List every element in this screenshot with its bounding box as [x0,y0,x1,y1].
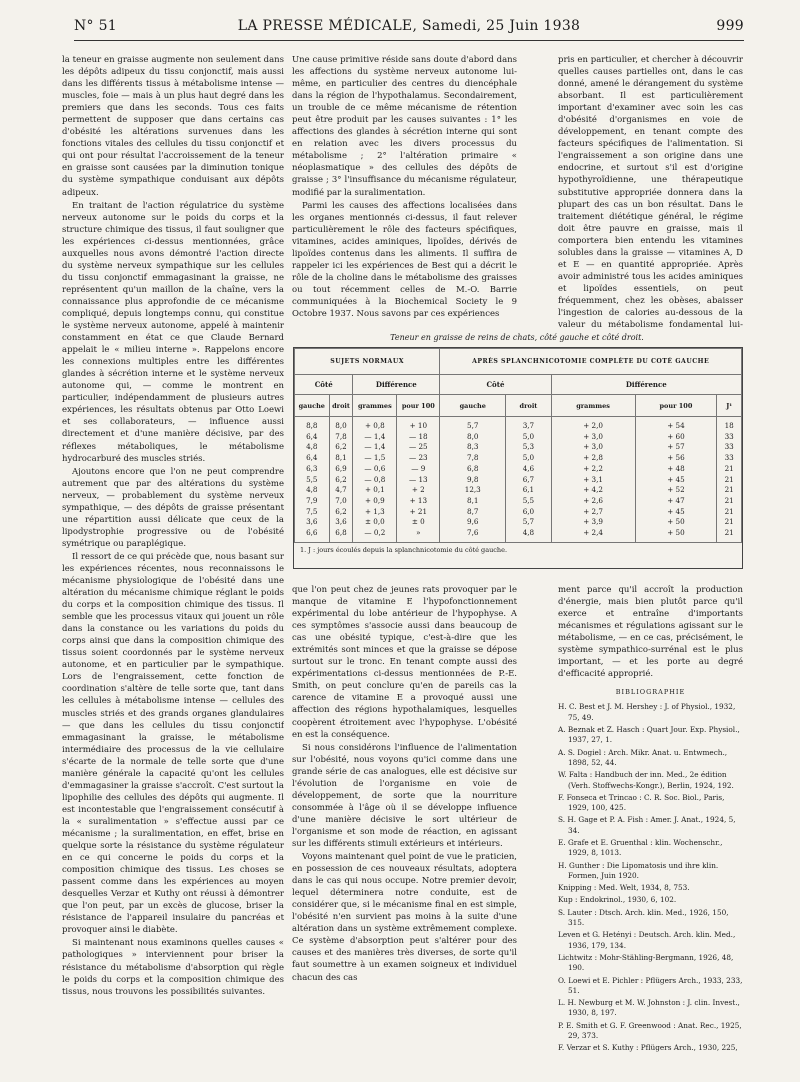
paragraph: Si maintenant nous examinons quelles causes « pathologiques » interviennent pour briser la résistance du métabolisme d'absorption qui règle le poids du corps et la composition chimique des tissus, nous trouvons les possibilités suivantes. [62,938,284,997]
header-gauche: gauche [440,395,506,417]
table-caption: Teneur en graisse de reins de chats, côté gauche et côté droit. [390,333,644,342]
header-days: J¹ [717,395,742,417]
bibliography-entry: Lichtwitz : Mohr-Stähling-Bergmann, 1926, 48, 190. [558,952,734,973]
header-droit: droit [329,395,353,417]
bibliography-entry: O. Loewi et E. Pichler : Pflügers Arch., 1933, 233, 51. [558,975,743,995]
header-grammes: grammes [551,395,635,417]
paragraph: Une cause primitive réside sans doute d'abord dans les affections du système nerveux autonome lui-même, en particulier des centres du diencéphale dans la région de l'hypothalamus. Secondairement, un trouble de ce même mécanisme de rétention peut être produit par les causes suivantes : 1° les affections des glandes à sécrétion interne qui sont en relation avec les divers processus du métabolisme ; 2° l'altération primaire « néoplasmatique » des cellules des dépôts de graisse ; 3° l'insuffisance du mécanisme régulateur, modifié par la suralimentation. [292,55,517,198]
paragraph: En traitant de l'action régulatrice du système nerveux autonome sur le poids du corps et la structure chimique des tissus, il faut souligner que les expériences ci-dessus mentionnées, grâce auxquelles nous avons démontré l'action directe du système nerveux sympathique sur les cellules du tissu conjonctif emmagasinant la graisse, ne représentent qu'un maillon de la chaîne, vers la connaissance plus approfondie de ce mécanisme compliqué, depuis longtemps connu, qui constitue le système nerveux autonome, appelé à maintenir constamment en état ce que Claude Bernard appelait le « milieu interne ». Rappelons encore les connexions multiples entre les différentes glandes à sécrétion interne et le système nerveux autonome qui, — comme le montrent en particulier, indépendamment de plusieurs autres expériences, les résultats obtenus par Otto Loewi et ses collaborateurs, — influence aussi directement et d'une manière décisive, par des réflexes métaboliques, le métabolisme hydrocarburé des muscles striés. [62,200,284,464]
bibliography-entry: S. H. Gage et P. A. Fish : Amer. J. Anat., 1924, 5, 34. [558,815,736,835]
column-left [62,54,284,1054]
bibliography-entry: F. Verzar et S. Kuthy : Pflügers Arch., 1930, 225, [558,1043,738,1053]
page-number: 999 [716,18,744,34]
journal-title: LA PRESSE MÉDICALE, Samedi, 25 Juin 1938 [237,18,581,34]
page-header [74,18,744,41]
col-after-grammes: + 2,0 + 3,0 + 3,0 + 2,8 + 2,2 + 3,1 + 4,2 + 2,6 + 2,7 + 3,9 + 2,4 [551,417,635,543]
bibliography-entry: P. E. Smith et G. F. Greenwood : Anat. Rec., 1925, 29, 373. [558,1020,742,1041]
bibliography-entry: H. C. Best et J. M. Hershey : J. of Physiol., 1932, 75, 49. [558,702,736,722]
kidney-fat-table [293,347,743,569]
data-table [294,348,742,543]
column-right-top [558,54,743,329]
col-after-days: 18 33 33 33 21 21 21 21 21 21 21 [717,417,742,543]
table-footnote: 1. J : jours écoulés depuis la splanchnicotomie du côté gauche. [300,546,508,554]
bibliography-entry: W. Falta : Handbuch der inn. Med., 2e édition (Verh. Stoffwechs-Kongr.), Berlin, 1924, 192. [558,770,734,790]
bibliography-list [558,702,743,1054]
paragraph: Voyons maintenant quel point de vue le praticien, en possession de ces nouveaux résultats, adoptera dans le cas qui nous occupe. Notre premier devoir, lequel déterminera notre conduite, est de considérer que, si le mécanisme final en est simple, l'obésité n'en survient pas moins à la suite d'une altération dans un système extrêmement complexe. Ce système d'absorption peut s'altérer pour des causes et des manières très diverses, de sorte qu'il faut soumettre à un examen soigneux et individuel chacun des cas [292,852,517,983]
header-pour100: pour 100 [635,395,717,417]
col-normal-grammes: + 0,8 — 1,4 — 1,4 — 1,5 — 0,6 — 0,8 + 0,1 + 0,9 + 1,3 ± 0,0 — 0,2 [353,417,397,543]
bibliography-entry: A. S. Dogiel : Arch. Mikr. Anat. u. Entwmech., 1898, 52, 44. [558,747,728,767]
paragraph: la teneur en graisse augmente non seulement dans les dépôts adipeux du tissu conjonctif, mais aussi dans les différents tissus à métabolisme intense — muscles, foie — mais à un plus haut degré dans les premiers que dans les seconds. Tous ces faits permettent de supposer que dans certains cas d'obésité les altérations survenues dans les fonctions vitales des cellules du tissu conjonctif et qui ont pour résultat l'accroissement de la teneur en graisse sont causées par la diminution tonique du système sympathique conduisant aux dépôts adipeux. [62,55,284,198]
paragraph: Parmi les causes des affections localisées dans les organes mentionnés ci-dessus, il faut relever particulièrement le rôle des facteurs spécifiques, vitamines, acides aminiques, lipoïdes, dérivés de lipoïdes contenus dans les aliments. Il suffira de rappeler ici les expériences de Best qui a décrit le rôle de la choline dans le métabolisme des graisses ou tout récemment celles de M.-O. Barrie communiquées à la Biochemical Society le 9 Octobre 1937. Nous savons par ces expériences [292,200,517,319]
col-after-gauche: 5,7 8,0 8,3 7,8 6,8 9,8 12,3 8,1 8,7 9,6 7,6 [440,417,506,543]
header-cote: Côté [440,375,551,395]
bibliography-entry: F. Fonseca et Trincao : C. R. Soc. Biol., Paris, 1929, 100, 425. [558,792,725,813]
paragraph: Il ressort de ce qui précède que, nous basant sur les expériences récentes, nous reconnaissons le mécanisme physiologique de l'obésité dans une altération du mécanisme chimique réglant le poids du corps et la composition chimique des tissus. Il semble que les processus vitaux qui jouent un rôle dans la constance ou les variations du poids du corps ainsi que dans la composition chimique des tissus soient coordonnés par le système nerveux autonome, et en particulier par le sympathique. Lors de l'engraissement, cette fonction de coordination s'altère de telle sorte que, tant dans les cellules à métabolisme intense — cellules des muscles striés et des grands organes glandulaires — que dans les cellules du tissu conjonctif emmagasinant la graisse, le métabolisme intermédiaire des processus de la vie cellulaire s'écarte de la normale de telle sorte que d'une manière générale la capacité qu'ont les cellules d'emmagasiner la graisse s'accroît. C'est surtout la lipophilie des cellules des dépôts qui augmente. Il est incontestable que l'engraissement consécutif à la « suralimentation » s'effectue aussi par ce mécanisme ; la suralimentation, en effet, brise en quelque sorte la résistance du système régulateur en ce qui concerne le poids du corps et la composition chimique des tissus. Les choses se passent comme dans les expériences au moyen desquelles Verzar et Kuthy ont réussi à démontrer que l'on peut, par un excès de glucose, briser la résistance de l'appareil insulaire du pancréas et provoquer ainsi le diabète. [62,551,284,936]
header-diff: Différence [353,375,440,395]
column-middle-bottom [292,584,517,1054]
group-header-normal: SUJETS NORMAUX [295,349,440,375]
paragraph: Ajoutons encore que l'on ne peut comprendre autrement que par des altérations du système nerveux, — probablement du système nerveux sympathique, — des dépôts de graisse présentant une répartition aussi délicate que ceux de la lipodystrophie progressive ou de l'obésité symétrique ou paraplégique. [62,466,284,549]
paragraph: ment parce qu'il accroît la production d'énergie, mais bien plutôt parce qu'il exerce et entraîne d'importants mécanismes et régulations agissant sur le métabolisme, — en ce cas, précisément, le système sympathico-surrénal est le plus important, — et les porte au degré d'efficacité approprié. [558,585,743,680]
group-header-after: APRÈS SPLANCHNICOTOMIE COMPLÈTE DU COTÉ GAUCHE [440,349,742,375]
bibliography-entry: Leven et G. Hetényi : Deutsch. Arch. klin. Med., 1936, 179, 134. [558,930,736,950]
bibliography-entry: A. Beznak et Z. Hasch : Quart Jour. Exp. Physiol., 1937, 27, 1. [558,725,740,745]
col-after-droit: 3,7 5,0 5,3 5,0 4,6 6,7 6,1 5,5 6,0 5,7 4,8 [506,417,551,543]
header-gauche: gauche [295,395,330,417]
bibliography-entry: E. Grafe et E. Gruenthal : klin. Wochenschr., 1929, 8, 1013. [558,837,723,858]
bibliography-entry: Knipping : Med. Welt, 1934, 8, 753. [558,883,690,893]
paragraph: pris en particulier, et chercher à découvrir quelles causes partielles ont, dans le cas donné, amené le dérangement du système absorbant. Il est particulièrement important d'examiner avec soin les cas d'obésité d'organismes en voie de développement, en tenant compte des facteurs spécifiques de l'alimentation. Si l'engraissement a son origine dans une endocrine, et surtout s'il est d'origine hypothyroïdienne, une thérapeutique substitutive appropriée donnera dans la plupart des cas un bon résultat. Dans le traitement diététique général, le régime doit être pauvre en graisse, mais il comportera bien entendu les vitamines solubles dans la graisse — vitamines A, D et E — en quantité appropriée. Après avoir administré tous les acides aminiques et lipoïdes essentiels, on peut fréquemment, chez les obèses, abaisser l'ingestion de calories au-dessous de la valeur du métabolisme fondamental lui- [558,55,743,329]
bibliography-entry: S. Lauter : Dtsch. Arch. klin. Med., 1926, 150, 315. [558,907,729,928]
header-cote: Côté [295,375,353,395]
paragraph: Si nous considérons l'influence de l'alimentation sur l'obésité, nous voyons qu'ici comme dans une grande série de cas analogues, elle est décisive sur l'évolution de l'organisme en voie de développement, de sorte que la nourriture consommée à l'âge où il se développe influence d'une manière décisive le sort ultérieur de l'organisme et son mode de réaction, en agissant sur les différents stimuli extérieurs et intérieurs. [292,742,517,849]
col-after-pour100: + 54 + 60 + 57 + 56 + 48 + 45 + 52 + 47 + 45 + 50 + 50 [635,417,717,543]
header-grammes: grammes [353,395,397,417]
bibliography-entry: Kup : Endokrinol., 1930, 6, 102. [558,895,677,905]
issue-number: N° 51 [74,18,118,34]
header-diff: Différence [551,375,741,395]
bibliography-entry: H. Gunther : Die Lipomatosis und ihre klin. Formen, Juin 1920. [558,860,719,880]
paragraph: que l'on peut chez de jeunes rats provoquer par le manque de vitamine E l'hypofonctionnement expérimental du lobe antérieur de l'hypophyse. A ces symptômes s'associe aussi dans beaucoup de cas une obésité typique, c'est-à-dire que les extrémités sont minces et que la graisse se dépose surtout sur le tronc. En tenant compte aussi des expérimentations ci-dessus mentionnées de P.-E. Smith, on peut conclure qu'en de pareils cas la carence de vitamine E a provoqué aussi une affection des régions hypothalamiques, lesquelles coopèrent étroitement avec l'hypophyse. L'obésité en est la conséquence. [292,585,517,740]
bibliography-entry: L. H. Newburg et M. W. Johnston : J. clin. Invest., 1930, 8, 197. [558,998,740,1018]
bibliography-title: BIBLIOGRAPHIE [615,688,686,697]
column-right-bottom [558,584,743,1054]
col-normal-droit: 8,0 7,8 6,2 8,1 6,9 6,2 4,7 7,0 6,2 3,6 6,8 [329,417,353,543]
column-middle-top [292,54,517,329]
col-normal-pour100: + 10 — 18 — 25 — 23 — 9 — 13 + 2 + 13 + 21 ± 0 » [397,417,440,543]
header-droit: droit [506,395,551,417]
col-normal-gauche: 8,8 6,4 4,8 6,4 6,3 5,5 4,8 7,9 7,5 3,6 6,6 [295,417,330,543]
header-pour100: pour 100 [397,395,440,417]
